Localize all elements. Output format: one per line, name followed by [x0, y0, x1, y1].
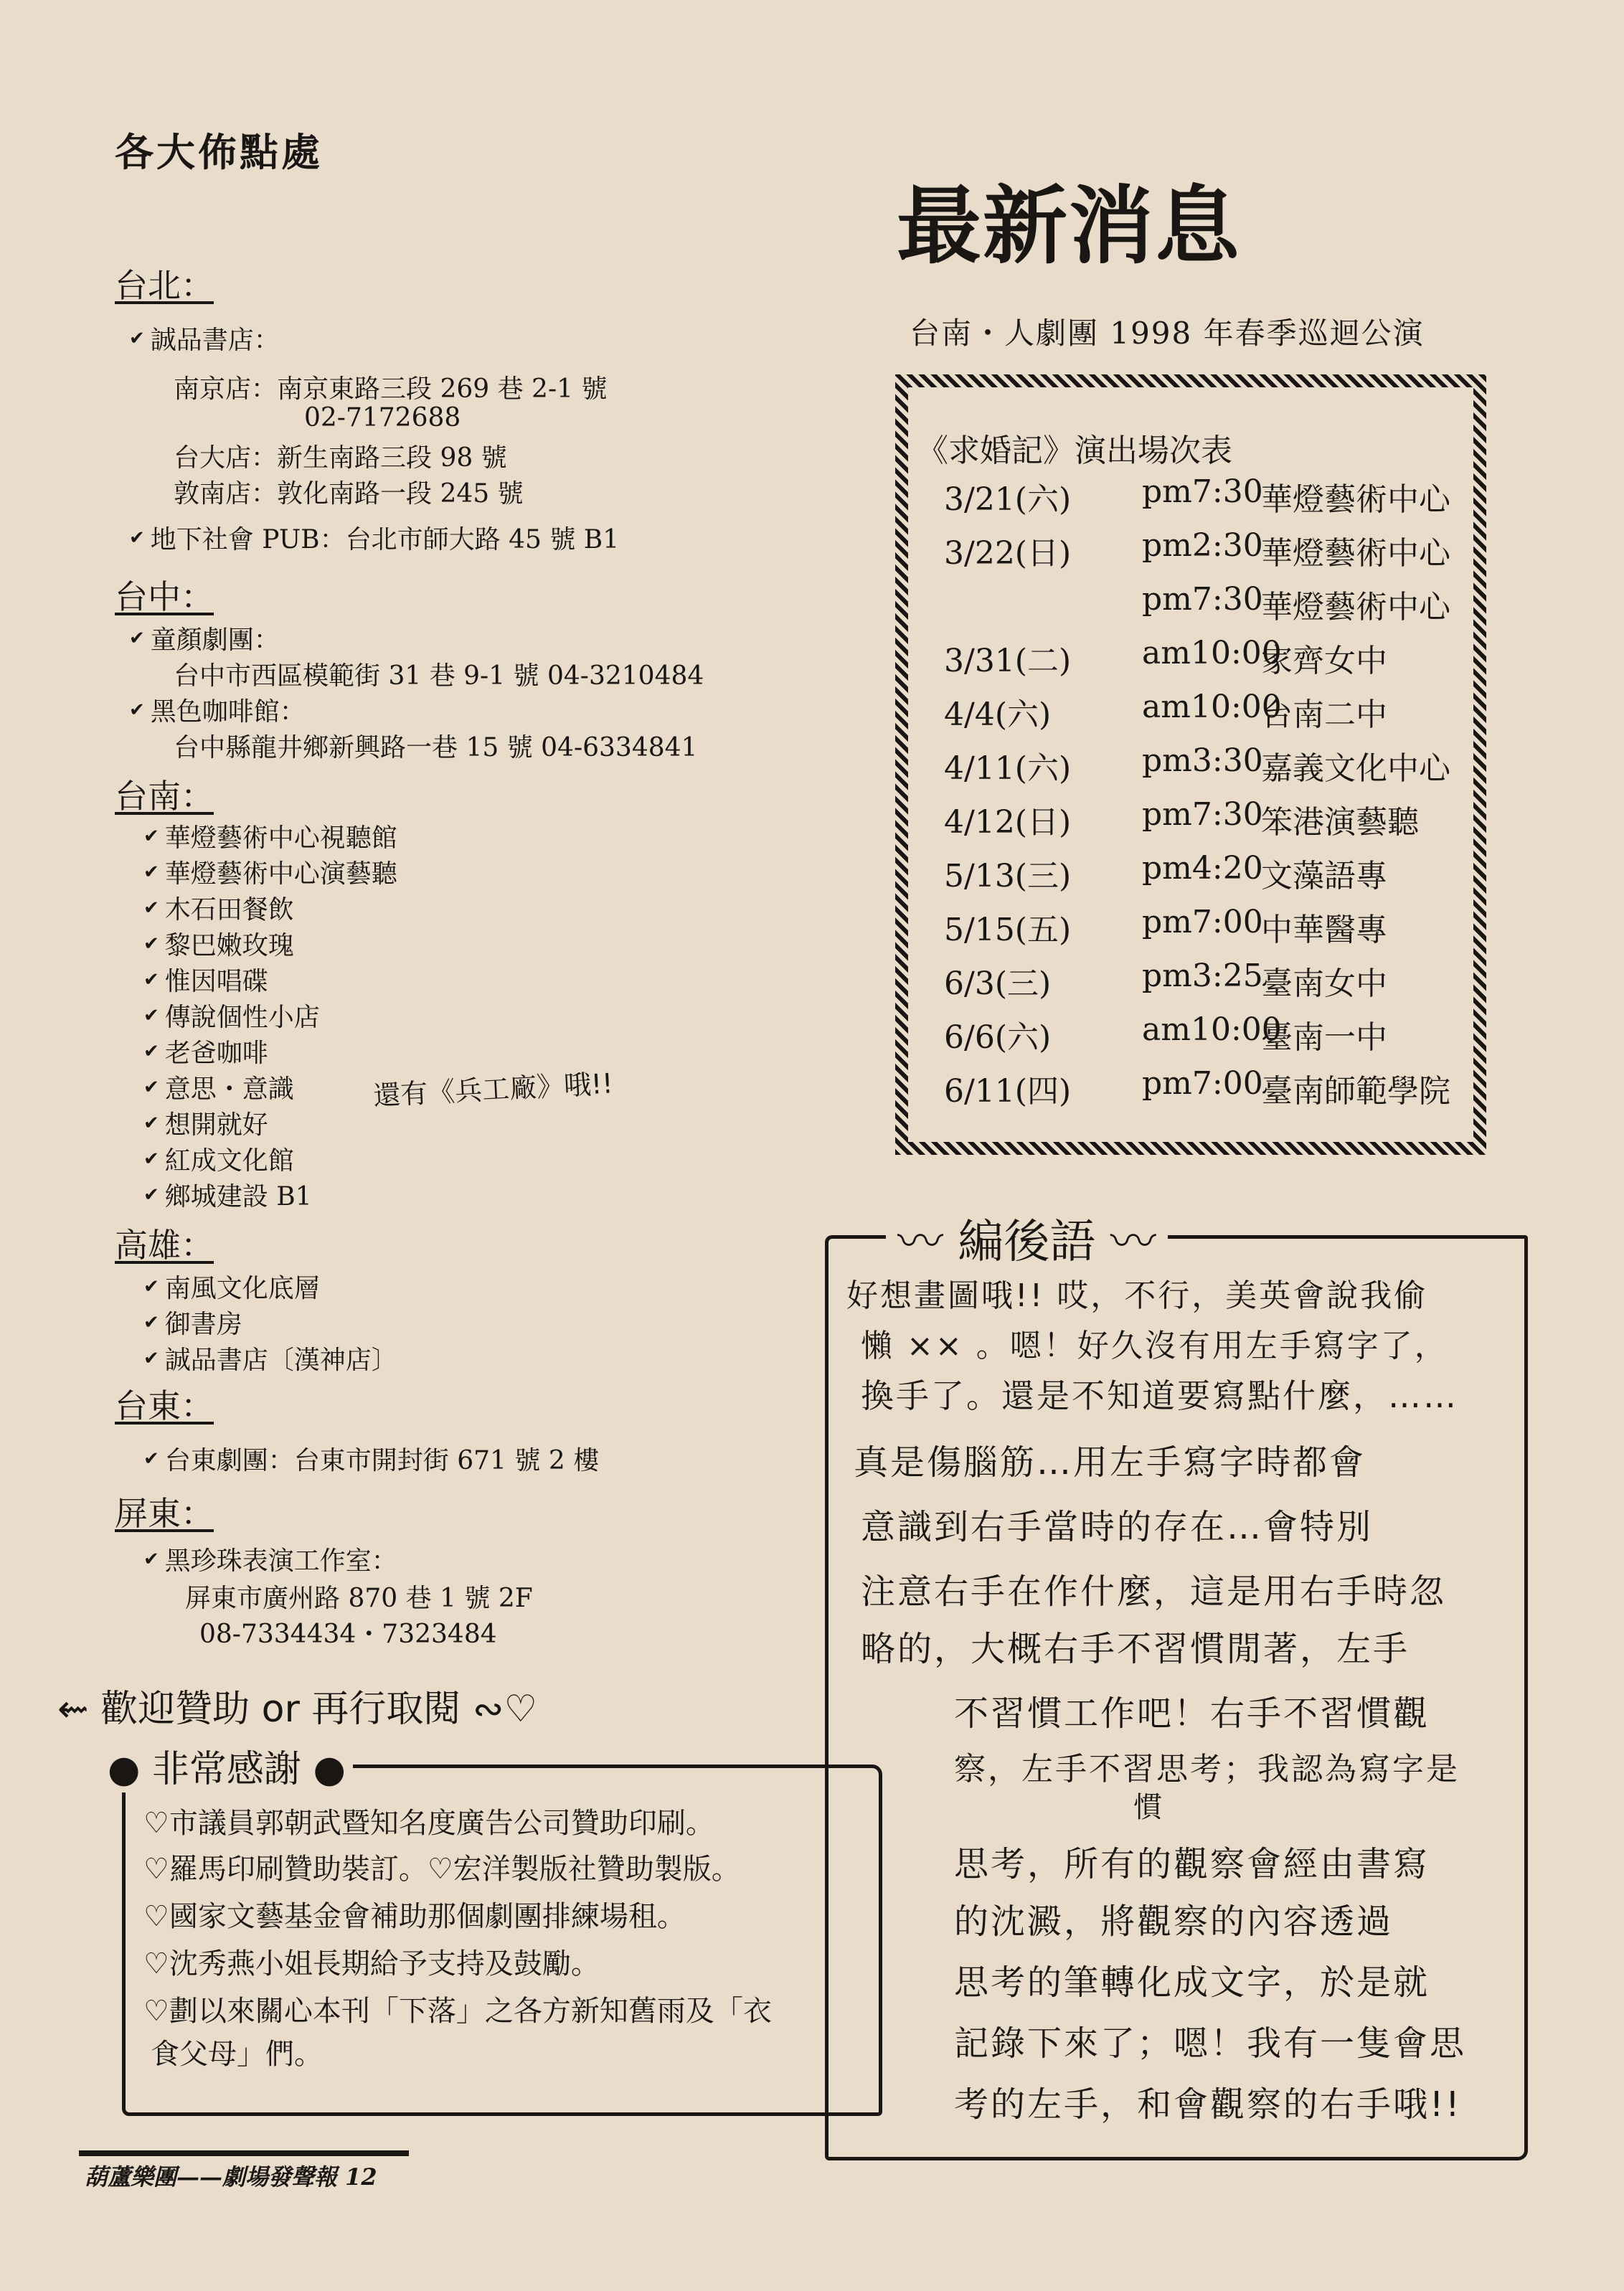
squiggle-right-icon: 〰	[1095, 1216, 1156, 1269]
black-cafe-label: ✔ 黑色咖啡館：	[129, 691, 306, 728]
eslite-taida: 台大店：新生南路三段 98 號	[174, 443, 507, 473]
editor-line: 考的左手，和會觀察的右手哦!!	[954, 2084, 1462, 2125]
tainan-item: ✔ 華燈藝術中心視聽館	[143, 818, 397, 854]
editor-note-body	[846, 1270, 1514, 2145]
schedule-table: 3/21(六) pm7:30 華燈藝術中心 3/22(日) pm2:30 華燈藝術中心 pm7:30 華燈藝術中心 3/31(二) am10:00 家齊女中 4/4(六) am10:00 台南二中 4/11(六) pm3:30 嘉義文化中心 4/12(日) pm7:30 笨港演藝聽 5/13(三) pm4:20 文藻語專 5/15(五) pm7:00 中華醫專 6/3(三) pm3:25 臺南女中 6/6(六) am10:00 臺南一中 6/11(四) pm7:00 臺南師範學院	[944, 473, 1450, 1110]
distribution-title: 各大佈點處	[115, 129, 323, 175]
tainan-item: ✔ 木石田餐飲	[143, 889, 294, 926]
black-cafe-addr: 台中縣龍井鄉新興路一巷 15 號 04-6334841	[174, 733, 698, 762]
schedule-title: 《求婚記》演出場次表	[917, 433, 1232, 469]
thanks-item: ♡劃以來關心本刊「下落」之各方新知舊雨及「衣	[143, 1995, 772, 2028]
thanks-item: ♡市議員郭朝武暨知名度廣告公司贊助印刷。	[143, 1807, 714, 1840]
editor-line: 真是傷腦筋…用左手寫字時都會	[854, 1442, 1366, 1483]
footer-rule	[79, 2150, 409, 2156]
thanks-heading	[100, 1739, 353, 1792]
taitung-item: ✔ 台東劇團：台東市開封街 671 號 2 樓	[143, 1440, 599, 1477]
editor-line: 記錄下來了；嗯！我有一隻會思	[954, 2023, 1467, 2064]
bomb-icon: ●	[313, 1748, 346, 1791]
editor-line: 注意右手在作什麼，這是用右手時忽	[861, 1572, 1447, 1612]
region-kaohsiung: 高雄 ：	[115, 1219, 214, 1267]
welcome-line	[57, 1678, 537, 1732]
bomb-icon: ●	[108, 1748, 141, 1791]
tainan-item: ✔ 傳說個性小店	[143, 997, 320, 1034]
editor-line: 的沈澱，將觀察的內容透過	[954, 1902, 1394, 1942]
eslite-dunnan: 敦南店：敦化南路一段 245 號	[174, 479, 524, 509]
editor-line: 思考的筆轉化成文字，於是就	[954, 1962, 1430, 2003]
eslite-label: ✔ 誠品書店：	[129, 320, 280, 356]
editor-line: 意識到右手當時的存在…會特別	[861, 1507, 1374, 1547]
region-taichung: 台中 ：	[115, 571, 214, 618]
tainan-item: ✔ 紅成文化館	[143, 1140, 294, 1177]
hearts-doodle-icon: ∾♡	[461, 1688, 538, 1731]
underground-pub: ✔ 地下社會 PUB：台北市師大路 45 號 B1	[129, 519, 619, 556]
tainan-item: ✔ 黎巴嫩玫瑰	[143, 925, 294, 962]
handwritten-aside: 還有《兵工廠》哦!!	[372, 1067, 614, 1112]
editor-insert: 慣	[1133, 1791, 1164, 1824]
arrow-doodle-icon: ⇜	[57, 1688, 101, 1731]
editor-line: 思考，所有的觀察會經由書寫	[954, 1844, 1430, 1884]
eslite-nanjing-phone: 02-7172688	[304, 403, 461, 433]
squiggle-left-icon: 〰	[897, 1216, 958, 1269]
tainan-item: ✔ 想開就好	[143, 1105, 268, 1141]
editor-line: 換手了。還是不知道要寫點什麼，……	[861, 1376, 1458, 1415]
pingtung-label: ✔ 黑珍珠表演工作室：	[143, 1541, 397, 1577]
editor-note-title: 編後語	[958, 1216, 1096, 1269]
thanks-list	[143, 1800, 875, 2109]
region-tainan: 台南 ：	[115, 770, 214, 818]
thanks-item: ♡沈秀燕小姐長期給予支持及鼓勵。	[143, 1947, 600, 1980]
editor-note-heading	[886, 1205, 1168, 1271]
editor-line: 察，左手不習思考；我認為寫字是	[954, 1751, 1460, 1787]
tainan-item: ✔ 惟因唱碟	[143, 961, 268, 998]
editor-line: 略的，大概右手不習慣閒著，左手	[861, 1629, 1410, 1669]
page-footer: 葫蘆樂團——劇場發聲報 12	[85, 2163, 377, 2191]
tainan-item: ✔ 老爸咖啡	[143, 1033, 268, 1069]
welcome-text: 歡迎贊助 or 再行取閱	[100, 1688, 461, 1731]
tongyan-addr: 台中市西區模範街 31 巷 9-1 號 04-3210484	[174, 661, 704, 691]
tainan-item: ✔ 鄉城建設 B1	[143, 1176, 312, 1213]
kaohsiung-item: ✔ 南風文化底層	[143, 1268, 320, 1305]
thanks-title: 非常感謝	[151, 1748, 301, 1791]
thanks-item: ♡羅馬印刷贊助裝訂。♡宏洋製版社贊助製版。	[143, 1853, 740, 1886]
region-taitung: 台東 ：	[115, 1380, 214, 1427]
news-title: 最新消息	[897, 176, 1242, 275]
pingtung-addr: 屏東市廣州路 870 巷 1 號 2F	[185, 1584, 533, 1613]
kaohsiung-item: ✔ 御書房	[143, 1304, 242, 1341]
thanks-item: ♡國家文藝基金會補助那個劇團排練場租。	[143, 1900, 686, 1933]
tainan-item: ✔ 華燈藝術中心演藝聽	[143, 854, 397, 890]
editor-line: 好想畫圖哦!! 哎，不行，美英會說我偷	[846, 1277, 1428, 1314]
news-subtitle: 台南・人劇團 1998 年春季巡迴公演	[910, 316, 1425, 351]
thanks-item: 食父母」們。	[151, 2038, 323, 2071]
pingtung-phone: 08-7334434・7323484	[199, 1620, 497, 1649]
editor-line: 不習慣工作吧！右手不習慣觀	[954, 1694, 1430, 1734]
tainan-item: ✔ 意思・意識	[143, 1069, 294, 1105]
kaohsiung-item: ✔ 誠品書店〔漢神店〕	[143, 1340, 397, 1376]
region-taipei: 台北 ：	[115, 260, 214, 307]
eslite-nanjing: 南京店：南京東路三段 269 巷 2-1 號	[174, 374, 608, 404]
tongyan-label: ✔ 童顏劇團：	[129, 620, 280, 656]
region-pingtung: 屏東 ：	[115, 1488, 214, 1535]
editor-line: 懶 ×× 。嗯！好久沒有用左手寫字了，	[861, 1328, 1448, 1364]
